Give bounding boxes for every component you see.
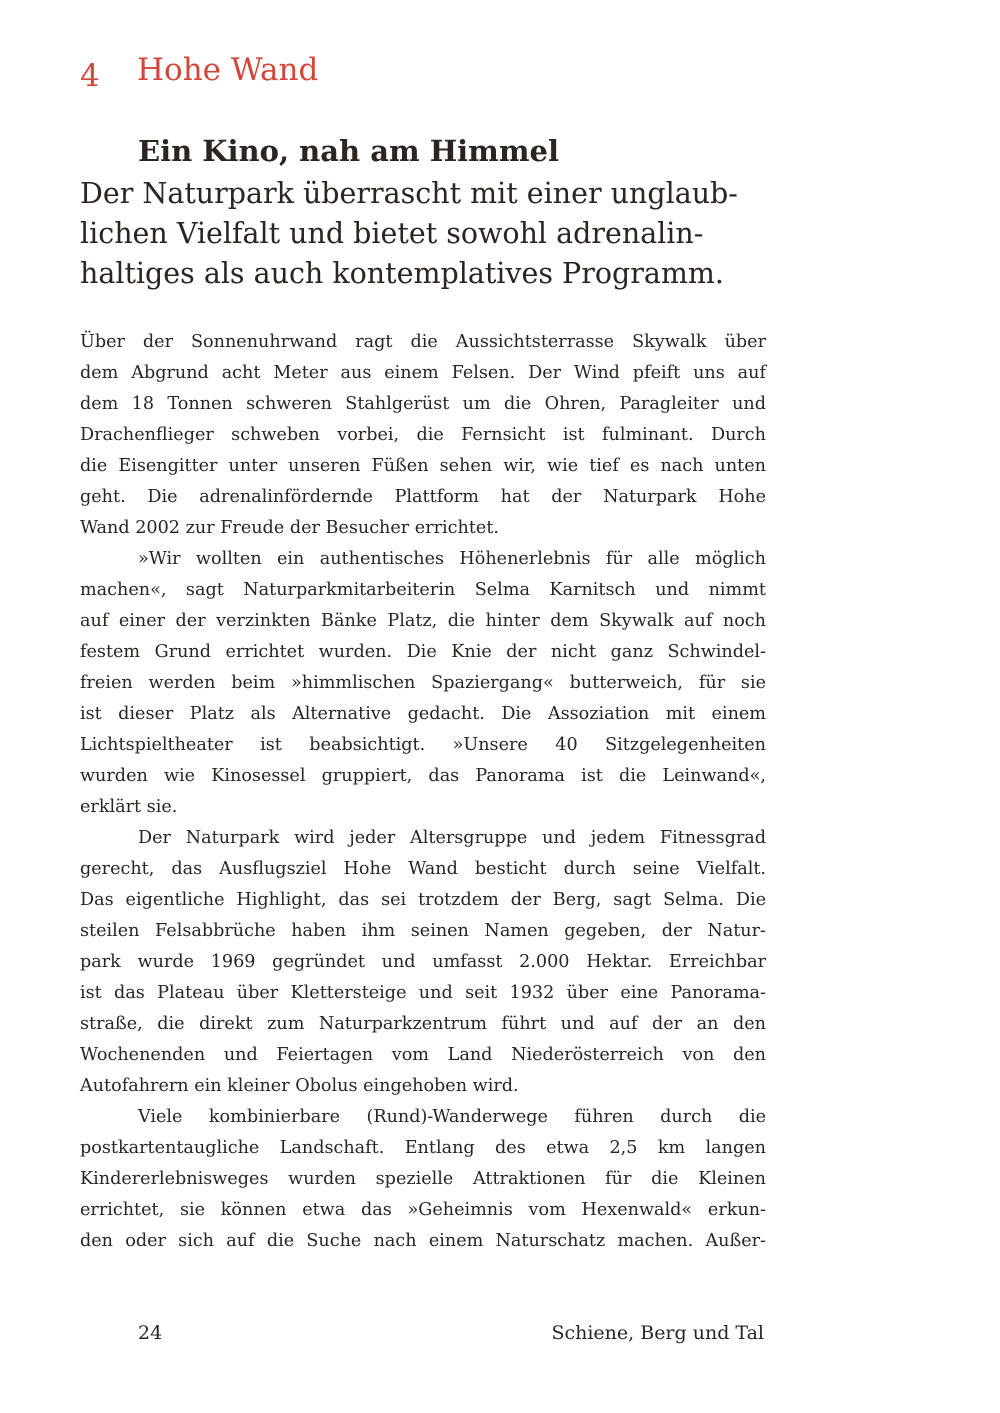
- body-line: machen«, sagt Naturparkmitarbeiterin Selma Karnitsch und nimmt: [80, 580, 766, 600]
- body-line: dem Abgrund acht Meter aus einem Felsen. Der Wind pfeift uns auf: [80, 363, 766, 383]
- body-line: Viele kombinierbare (Rund)-Wanderwege führen durch die: [138, 1107, 766, 1127]
- body-line: ist das Plateau über Klettersteige und seit 1932 über eine Panorama-: [80, 983, 766, 1003]
- article-headline: Ein Kino, nah am Himmel: [138, 134, 560, 168]
- article-subtitle: [80, 174, 780, 294]
- body-line: steilen Felsabbrüche haben ihm seinen Namen gegeben, der Natur-: [80, 921, 766, 941]
- chapter-number: 4: [80, 58, 100, 94]
- subtitle-line: Der Naturpark überrascht mit einer unglaub-: [80, 177, 738, 210]
- body-text: [80, 327, 766, 1257]
- body-line: auf einer der verzinkten Bänke Platz, die hinter dem Skywalk auf noch: [80, 611, 766, 631]
- subtitle-line: lichen Vielfalt und bietet sowohl adrenalin-: [80, 217, 704, 250]
- body-line: wurden wie Kinosessel gruppiert, das Panorama ist die Leinwand«,: [80, 766, 766, 786]
- body-line: die Eisengitter unter unseren Füßen sehen wir, wie tief es nach unten: [80, 456, 766, 476]
- body-line: postkartentaugliche Landschaft. Entlang des etwa 2,5 km langen: [80, 1138, 766, 1158]
- body-line: gerecht, das Ausflugsziel Hohe Wand besticht durch seine Vielfalt.: [80, 859, 766, 879]
- chapter-title: Hohe Wand: [137, 52, 319, 88]
- body-line: festem Grund errichtet wurden. Die Knie der nicht ganz Schwindel-: [80, 642, 766, 662]
- body-line: park wurde 1969 gegründet und umfasst 2.000 Hektar. Erreichbar: [80, 952, 766, 972]
- subtitle-line: haltiges als auch kontemplatives Programm.: [80, 257, 724, 290]
- body-line: Autofahrern ein kleiner Obolus eingehoben wird.: [80, 1076, 519, 1096]
- body-line: Wand 2002 zur Freude der Besucher errichtet.: [80, 518, 499, 538]
- body-line: Wochenenden und Feiertagen vom Land Niederösterreich von den: [80, 1045, 766, 1065]
- body-line: errichtet, sie können etwa das »Geheimnis vom Hexenwald« erkun-: [80, 1200, 766, 1220]
- body-line: Über der Sonnenuhrwand ragt die Aussichtsterrasse Skywalk über: [80, 332, 766, 352]
- body-line: Drachenflieger schweben vorbei, die Fernsicht ist fulminant. Durch: [80, 425, 766, 445]
- body-line: freien werden beim »himmlischen Spaziergang« butterweich, für sie: [80, 673, 766, 693]
- body-line: straße, die direkt zum Naturparkzentrum führt und auf der an den: [80, 1014, 766, 1034]
- page-number: 24: [138, 1322, 163, 1344]
- body-line: geht. Die adrenalinfördernde Plattform hat der Naturpark Hohe: [80, 487, 766, 507]
- body-line: dem 18 Tonnen schweren Stahlgerüst um die Ohren, Paragleiter und: [80, 394, 766, 414]
- body-line: »Wir wollten ein authentisches Höhenerlebnis für alle möglich: [138, 549, 766, 569]
- body-line: Der Naturpark wird jeder Altersgruppe und jedem Fitnessgrad: [138, 828, 766, 848]
- body-line: erklärt sie.: [80, 797, 178, 817]
- running-title: Schiene, Berg und Tal: [551, 1322, 764, 1344]
- body-line: Kindererlebnisweges wurden spezielle Attraktionen für die Kleinen: [80, 1169, 766, 1189]
- body-line: den oder sich auf die Suche nach einem Naturschatz machen. Außer-: [80, 1231, 766, 1251]
- body-line: Das eigentliche Highlight, das sei trotzdem der Berg, sagt Selma. Die: [80, 890, 766, 910]
- body-line: ist dieser Platz als Alternative gedacht. Die Assoziation mit einem: [80, 704, 766, 724]
- body-line: Lichtspieltheater ist beabsichtigt. »Unsere 40 Sitzgelegenheiten: [80, 735, 766, 755]
